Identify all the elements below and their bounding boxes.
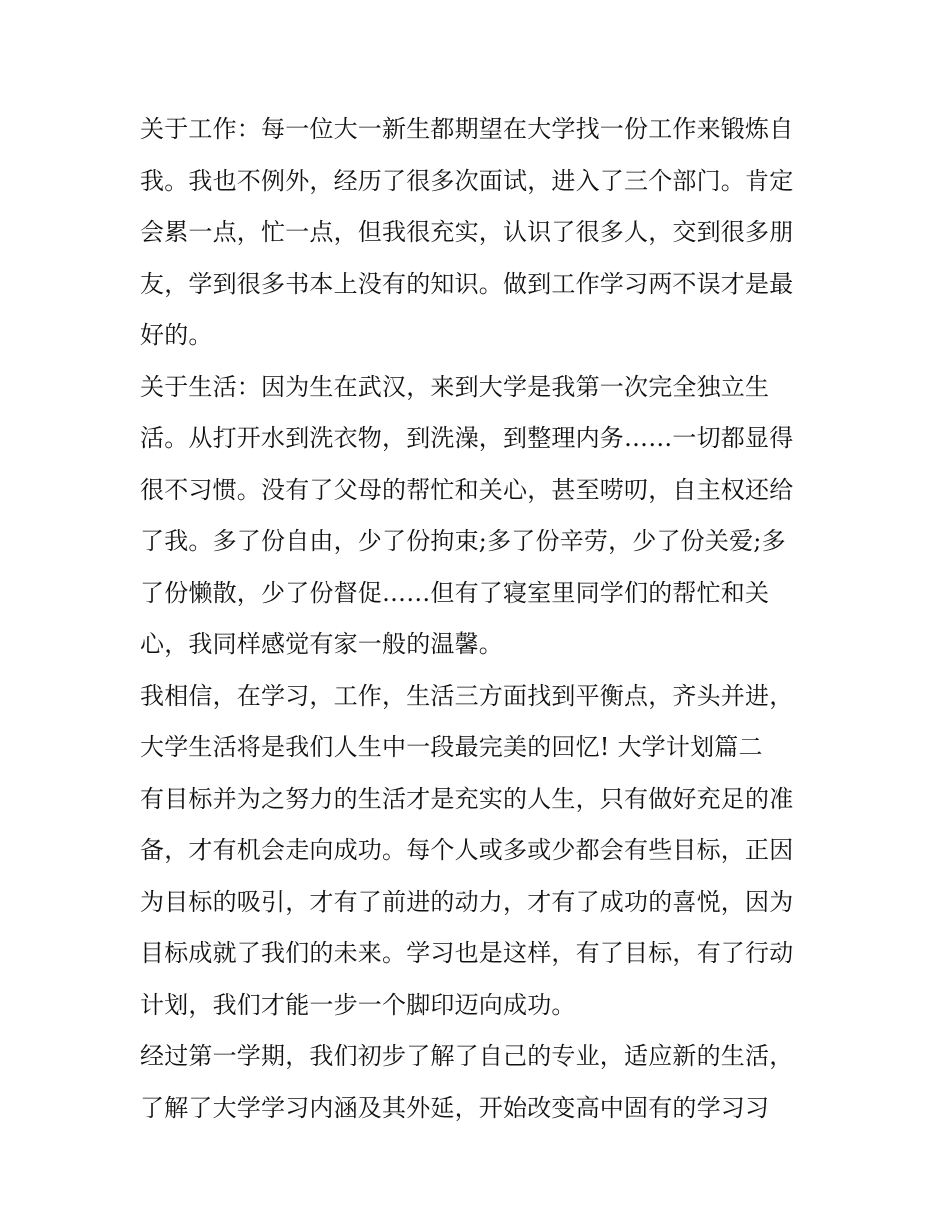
- text-line: 心，我同样感觉有家一般的温馨。: [140, 630, 503, 658]
- text-line: 备，才有机会走向成功。每个人或多或少都会有些目标，正因: [140, 836, 794, 864]
- text-line: 友，学到很多书本上没有的知识。做到工作学习两不误才是最: [140, 269, 794, 298]
- text-line: 会累一点，忙一点，但我很充实，认识了很多人，交到很多朋: [140, 218, 794, 246]
- text-line: 好的。: [140, 321, 213, 349]
- text-line: 目标成就了我们的未来。学习也是这样，有了目标，有了行动: [140, 939, 794, 967]
- text-line: 关于工作：每一位大一新生都期望在大学找一份工作来锻炼自: [140, 115, 794, 143]
- text-line: 很不习惯。没有了父母的帮忙和关心，甚至唠叨，自主权还给: [140, 475, 794, 504]
- text-line: 活。从打开水到洗衣物，到洗澡，到整理内务……一切都显得: [140, 424, 794, 452]
- text-line: 了解了大学学习内涵及其外延，开始改变高中固有的学习习: [140, 1093, 770, 1122]
- text-line: 大学生活将是我们人生中一段最完美的回忆! 大学计划篇二: [140, 733, 763, 761]
- text-line: 我相信，在学习，工作，生活三方面找到平衡点，齐头并进，: [140, 681, 794, 710]
- text-line: 为目标的吸引，才有了前进的动力，才有了成功的喜悦，因为: [140, 887, 794, 916]
- text-line: 有目标并为之努力的生活才是充实的人生，只有做好充足的准: [140, 784, 794, 813]
- document-body: [140, 104, 820, 1134]
- text-line: 经过第一学期，我们初步了解了自己的专业，适应新的生活，: [140, 1042, 794, 1070]
- text-line: 关于生活：因为生在武汉，来到大学是我第一次完全独立生: [140, 372, 770, 401]
- text-line: 我。我也不例外，经历了很多次面试，进入了三个部门。肯定: [140, 166, 794, 195]
- text-line: 了份懒散，少了份督促……但有了寝室里同学们的帮忙和关: [140, 578, 770, 607]
- text-line: 计划，我们才能一步一个脚印迈向成功。: [140, 990, 576, 1019]
- text-line: 了我。多了份自由，少了份拘束;多了份辛劳，少了份关爱;多: [140, 527, 786, 555]
